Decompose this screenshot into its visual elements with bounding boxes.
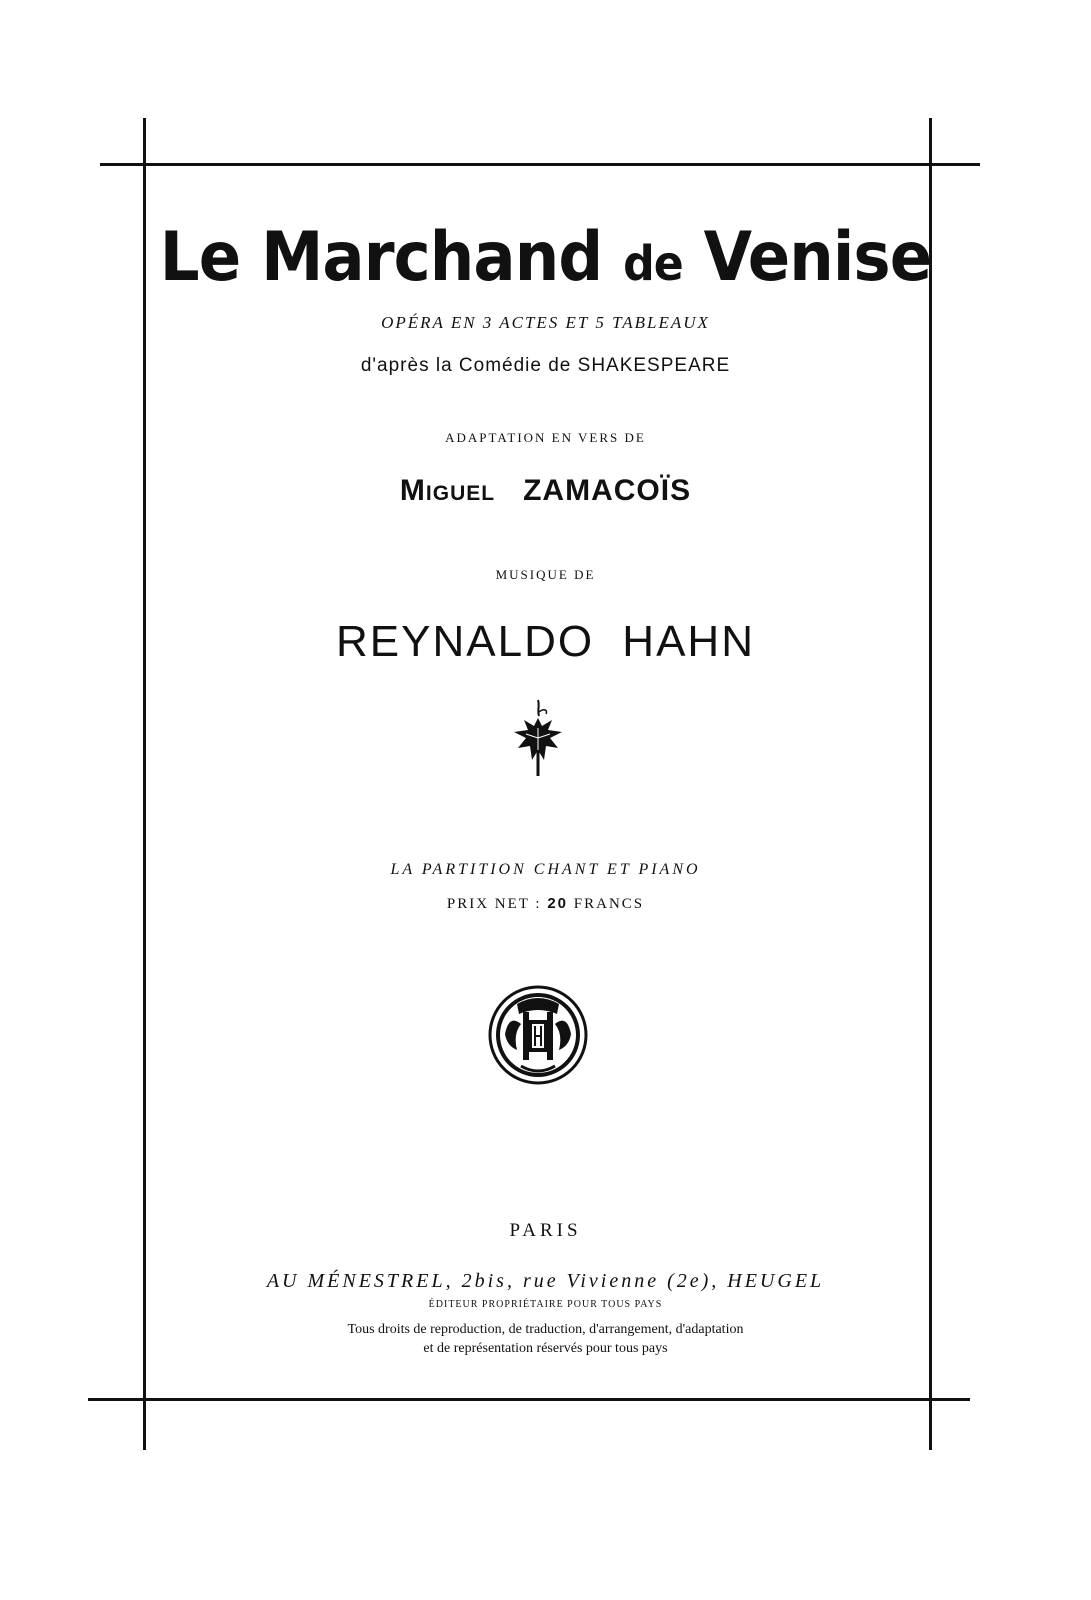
score-line: LA PARTITION CHANT ET PIANO bbox=[390, 861, 701, 878]
title-part-1: Le Marchand bbox=[159, 218, 603, 297]
librettist-first-rest: IGUEL bbox=[425, 482, 496, 505]
frame-bottom-rule bbox=[88, 1398, 970, 1401]
publisher-role: ÉDITEUR PROPRIÉTAIRE POUR TOUS PAYS bbox=[428, 1299, 663, 1310]
heugel-seal-icon bbox=[487, 984, 589, 1086]
librettist-first-initial: M bbox=[399, 474, 426, 507]
price-suffix: FRANCS bbox=[568, 896, 645, 912]
librettist-last-name: ZAMACOÏS bbox=[523, 474, 692, 507]
vine-leaf-ornament-icon bbox=[510, 698, 566, 778]
price-amount: 20 bbox=[547, 895, 569, 912]
music-label: MUSIQUE DE bbox=[495, 567, 596, 582]
page-title bbox=[44, 218, 1048, 297]
rights-line-1: Tous droits de reproduction, de traduction, d'arrangement, d'adaptation bbox=[347, 1322, 744, 1337]
city: PARIS bbox=[509, 1220, 582, 1241]
librettist-name bbox=[0, 474, 1091, 508]
subtitle: OPÉRA EN 3 ACTES ET 5 TABLEAUX bbox=[381, 313, 710, 332]
adaptation-label: ADAPTATION EN VERS DE bbox=[445, 430, 646, 445]
rights-line-2: et de représentation réservés pour tous pays bbox=[423, 1341, 668, 1356]
publisher-line: AU MÉNESTREL, 2bis, rue Vivienne (2e), HEUGEL bbox=[266, 1270, 825, 1292]
price-line bbox=[0, 895, 1091, 913]
title-part-3: Venise bbox=[703, 218, 932, 297]
after-shakespeare-line: d'après la Comédie de SHAKESPEARE bbox=[360, 355, 731, 376]
title-part-2: de bbox=[623, 236, 683, 292]
frame-top-rule bbox=[100, 163, 980, 166]
price-prefix: PRIX NET : bbox=[446, 896, 548, 912]
composer-name: REYNALDO HAHN bbox=[336, 617, 755, 666]
